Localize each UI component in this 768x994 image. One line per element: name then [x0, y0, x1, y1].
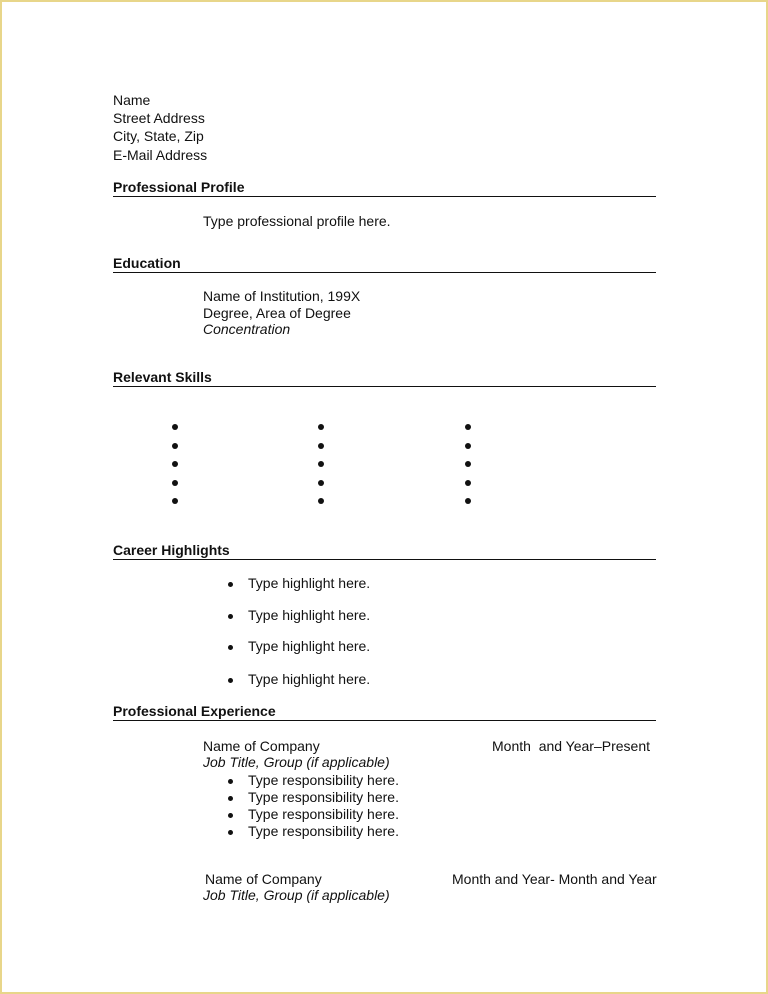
contact-email: E-Mail Address — [113, 147, 208, 163]
skill-bullet — [318, 480, 324, 486]
skill-bullet — [465, 424, 471, 430]
education-degree: Degree, Area of Degree — [203, 305, 351, 321]
highlight-bullet — [228, 582, 233, 587]
job-title: Job Title, Group (if applicable) — [203, 754, 390, 770]
section-heading-education — [113, 254, 656, 273]
skill-bullet — [465, 461, 471, 467]
skill-bullet — [172, 461, 178, 467]
skill-bullet — [172, 480, 178, 486]
highlight-item: Type highlight here. — [248, 607, 371, 623]
highlight-bullet — [228, 645, 233, 650]
responsibility-item: Type responsibility here. — [248, 806, 399, 822]
section-heading-skills — [113, 368, 656, 387]
skill-bullet — [318, 498, 324, 504]
job-dates: Month and Year- Month and Year — [452, 871, 657, 887]
responsibility-item: Type responsibility here. — [248, 823, 399, 839]
job-company: Name of Company — [205, 871, 322, 887]
skill-bullet — [172, 424, 178, 430]
skill-bullet — [172, 443, 178, 449]
highlight-item: Type highlight here. — [248, 638, 371, 654]
job-company: Name of Company — [203, 738, 320, 754]
skill-bullet — [465, 443, 471, 449]
skill-bullet — [318, 443, 324, 449]
responsibility-bullet — [228, 779, 233, 784]
education-institution: Name of Institution, 199X — [203, 288, 361, 304]
contact-street: Street Address — [113, 110, 205, 126]
highlight-item: Type highlight here. — [248, 671, 371, 687]
highlight-item: Type highlight here. — [248, 575, 371, 591]
section-heading-profile-label: Professional Profile — [113, 179, 245, 195]
profile-text: Type professional profile here. — [203, 213, 391, 229]
job-dates: Month and Year–Present — [492, 738, 651, 754]
highlight-bullet — [228, 678, 233, 683]
section-heading-highlights-label: Career Highlights — [113, 542, 230, 558]
skill-bullet — [318, 424, 324, 430]
section-heading-experience — [113, 702, 656, 721]
skill-bullet — [465, 498, 471, 504]
skill-bullet — [318, 461, 324, 467]
skill-bullet — [172, 498, 178, 504]
responsibility-bullet — [228, 796, 233, 801]
section-heading-profile — [113, 178, 656, 197]
section-heading-skills-label: Relevant Skills — [113, 369, 212, 385]
skill-bullet — [465, 480, 471, 486]
section-heading-experience-label: Professional Experience — [113, 703, 276, 719]
responsibility-bullet — [228, 813, 233, 818]
contact-city: City, State, Zip — [113, 128, 204, 144]
responsibility-item: Type responsibility here. — [248, 772, 399, 788]
contact-name: Name — [113, 92, 151, 108]
responsibility-item: Type responsibility here. — [248, 789, 399, 805]
highlight-bullet — [228, 614, 233, 619]
section-heading-highlights — [113, 541, 656, 560]
education-concentration: Concentration — [203, 321, 291, 337]
section-heading-education-label: Education — [113, 255, 181, 271]
responsibility-bullet — [228, 830, 233, 835]
job-title: Job Title, Group (if applicable) — [203, 887, 390, 903]
